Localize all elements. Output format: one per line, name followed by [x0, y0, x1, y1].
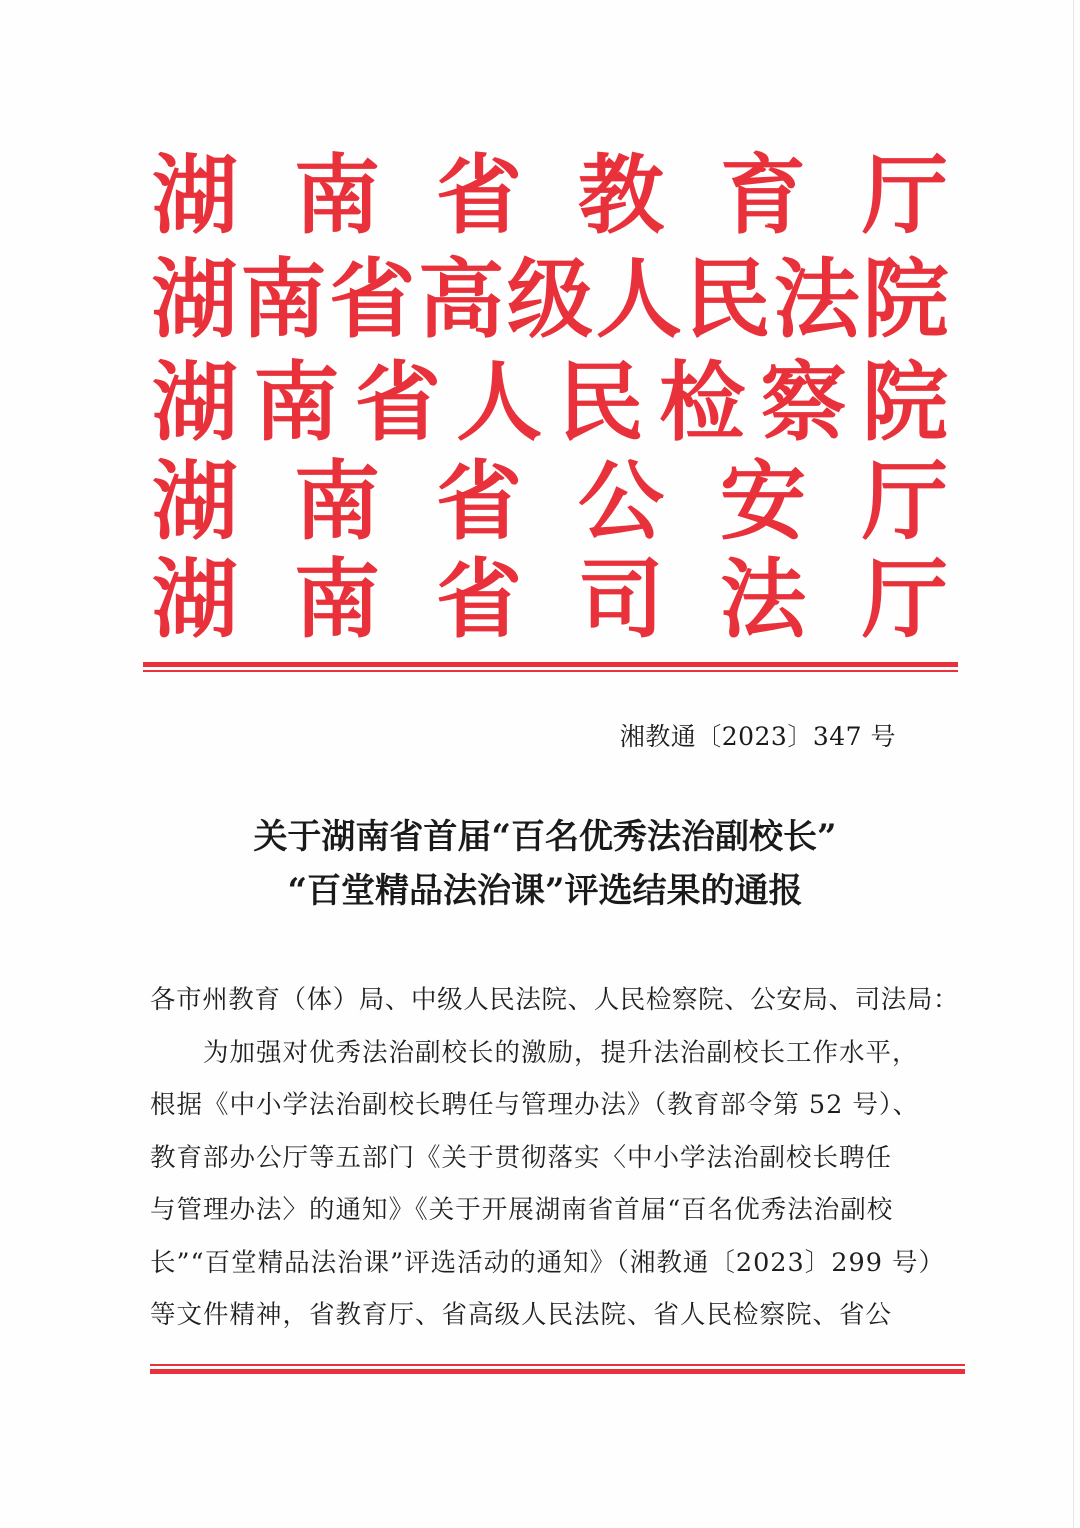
issuer-char: 湖: [152, 352, 238, 453]
issuer-char: 法: [773, 249, 860, 350]
header-rule-thin: [143, 670, 958, 672]
body-line: 根据《中小学法治副校长聘任与管理办法》（教育部令第 52 号）、: [150, 1090, 920, 1120]
issuer-char: 省: [354, 352, 441, 453]
issuer-char: 厅: [862, 145, 948, 246]
issuer-char: 省: [436, 549, 522, 650]
issuer-char: 人: [456, 352, 543, 453]
footer-rule-thick: [150, 1369, 965, 1374]
scan-edge: [1073, 0, 1074, 1528]
body-salutation: 各市州教育（体）局、中级人民法院、人民检察院、公安局、司法局：: [150, 985, 960, 1015]
body-line: 长”“百堂精品法治课”评选活动的通知》（湘教通〔2023〕299 号）: [150, 1248, 946, 1278]
body-line: 等文件精神，省教育厅、省高级人民法院、省人民检察院、省公: [150, 1300, 893, 1330]
issuer-char: 级: [507, 249, 593, 350]
document-title-line-1: 关于湖南省首届“百名优秀法治副校长”: [253, 817, 837, 857]
body-line: 与管理办法〉的通知》《关于开展湖南省首届“百名优秀法治副校: [150, 1195, 894, 1225]
issuer-char: 院: [862, 249, 949, 350]
issuer-justice: [150, 549, 950, 650]
issuer-char: 安: [720, 451, 806, 552]
issuer-char: 湖: [152, 549, 238, 650]
document-number: 湘教通〔2023〕347 号: [619, 722, 896, 751]
footer-rule-thin: [150, 1364, 965, 1366]
issuer-char: 南: [294, 145, 380, 246]
document-title-line-2: “百堂精品法治课”评选结果的通报: [287, 871, 803, 911]
issuer-char: 察: [760, 352, 847, 453]
issuer-high-court: [150, 249, 950, 350]
issuer-char: 育: [720, 145, 806, 246]
issuer-char: 院: [861, 352, 948, 453]
issuer-char: 民: [684, 249, 771, 350]
issuer-char: 湖: [152, 451, 238, 552]
issuer-char: 湖: [151, 249, 238, 350]
issuer-char: 南: [294, 451, 380, 552]
issuer-char: 民: [557, 352, 644, 453]
issuer-char: 厅: [862, 451, 948, 552]
issuer-public-security: [150, 451, 950, 552]
issuer-education-department: [150, 145, 950, 246]
issuer-char: 厅: [862, 549, 948, 650]
issuer-char: 湖: [152, 145, 238, 246]
issuer-char: 法: [720, 549, 806, 650]
issuer-char: 高: [418, 249, 505, 350]
body-line: 为加强对优秀法治副校长的激励，提升法治副校长工作水平，: [203, 1038, 919, 1068]
issuer-procuratorate: [150, 352, 950, 453]
body-line: 教育部办公厅等五部门《关于贯彻落实〈中小学法治副校长聘任: [150, 1143, 893, 1173]
issuer-char: 公: [578, 451, 664, 552]
issuer-char: 南: [240, 249, 327, 350]
issuer-char: 省: [436, 145, 522, 246]
issuer-char: 南: [294, 549, 380, 650]
issuer-char: 教: [578, 145, 664, 246]
issuer-char: 人: [595, 249, 682, 350]
issuer-char: 检: [659, 352, 746, 453]
issuer-char: 南: [253, 352, 340, 453]
issuer-char: 司: [578, 549, 664, 650]
header-rule-thick: [143, 662, 958, 667]
issuer-char: 省: [329, 249, 416, 350]
issuer-char: 省: [436, 451, 522, 552]
